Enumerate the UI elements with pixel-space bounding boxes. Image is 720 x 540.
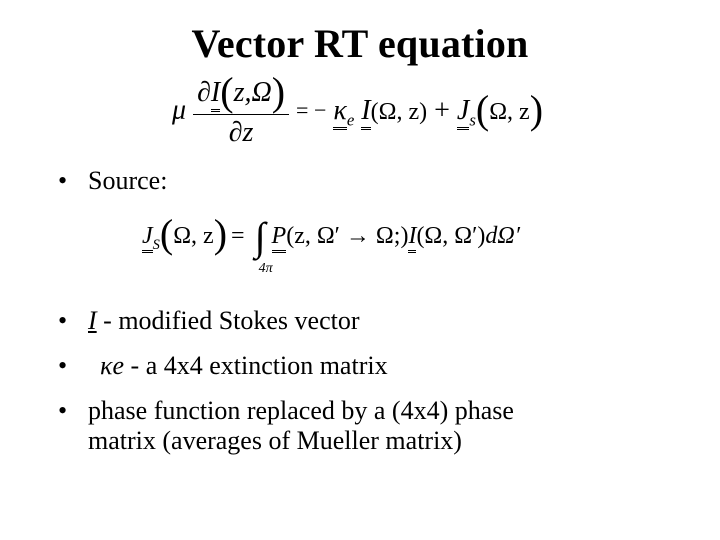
source-label: Source: — [88, 166, 168, 195]
stokes-vector-symbol-2: I — [361, 95, 370, 130]
extinction-description: - a 4x4 extinction matrix — [124, 351, 388, 380]
phase-description-line1: phase function replaced by a (4x4) phase — [88, 396, 514, 425]
source-J-subscript: S — [152, 236, 160, 253]
source-J-symbol: J — [142, 223, 153, 253]
source-symbol: J — [457, 95, 469, 130]
phase-matrix-args: (z, Ω′ → Ω;) — [286, 223, 409, 249]
paren-open-3: ( — [159, 211, 174, 256]
bullet-stokes — [58, 306, 360, 336]
paren-close: ) — [271, 69, 286, 114]
stokes-description: - modified Stokes vector — [96, 306, 360, 335]
source-equation — [142, 211, 520, 277]
derivative-denominator: ∂z — [228, 117, 254, 148]
integral-sign: ∫ — [254, 214, 266, 260]
extinction-args: (Ω, z) — [370, 99, 428, 126]
bullet-extinction — [58, 351, 388, 381]
bullet-dot: • — [58, 351, 68, 380]
equals-minus: = − — [296, 97, 327, 123]
stokes-vector-symbol-3: I — [408, 223, 416, 253]
partial-symbol: ∂ — [197, 77, 211, 108]
phase-matrix-symbol: P — [272, 223, 287, 253]
phase-description-line2: matrix (averages of Mueller matrix) — [88, 426, 462, 455]
stokes-symbol: I — [88, 306, 97, 335]
kappa-subscript: e — [346, 110, 355, 130]
integral — [254, 214, 273, 277]
differential: dΩ′ — [485, 223, 520, 249]
kappa-symbol: κ — [333, 95, 346, 130]
paren-close-2: ) — [529, 87, 544, 133]
kappa-e-symbol: κe — [100, 351, 125, 380]
equals-sign: = — [231, 223, 245, 249]
bullet-dot: • — [58, 396, 68, 425]
derivative-numerator — [193, 69, 289, 115]
source-args: Ω, z — [489, 99, 530, 126]
bullet-phase — [58, 396, 514, 456]
stokes-vector-symbol: I — [211, 77, 220, 112]
paren-close-3: ) — [213, 211, 228, 256]
stokes-vector-args: (Ω, Ω′) — [416, 223, 486, 249]
bullet-source — [58, 166, 167, 196]
bullet-dot: • — [58, 166, 68, 195]
vector-rt-equation — [172, 69, 544, 149]
page-title: Vector RT equation — [191, 21, 529, 66]
plus-sign: + — [434, 95, 450, 127]
derivative-args: z,Ω — [233, 77, 272, 108]
bullet-dot: • — [58, 306, 68, 335]
mu-symbol: μ — [172, 94, 187, 126]
integral-domain: 4π — [258, 261, 273, 277]
derivative-fraction — [193, 69, 289, 149]
source-J-args: Ω, z — [173, 223, 214, 249]
paren-open-2: ( — [475, 87, 490, 133]
extinction-term — [333, 87, 544, 133]
source-subscript: s — [469, 110, 476, 130]
paren-open: ( — [220, 69, 234, 114]
